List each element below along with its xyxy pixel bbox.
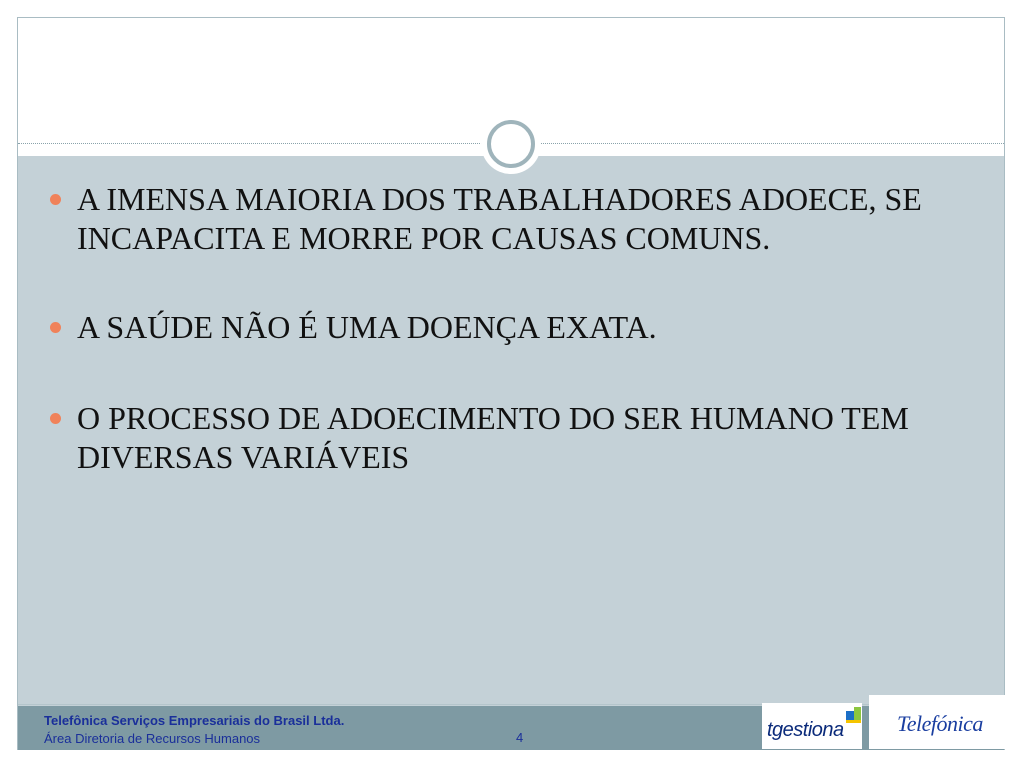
bullet-text: A SAÚDE NÃO É UMA DOENÇA EXATA. [77, 309, 657, 345]
footer-department: Área Diretoria de Recursos Humanos [44, 731, 261, 746]
bullet-dot-icon [50, 322, 61, 333]
bullet-dot-icon [50, 194, 61, 205]
bullet-item [50, 180, 990, 258]
bullet-dot-icon [50, 413, 61, 424]
telefonica-logo [869, 695, 1006, 749]
tgestiona-logo [762, 703, 862, 749]
bullet-list [50, 180, 990, 527]
logo-bar-yellow [846, 720, 861, 723]
bullet-text: O PROCESSO DE ADOECIMENTO DO SER HUMANO TEM DIVERSAS VARIÁVEIS [77, 400, 909, 475]
telefonica-logo-text: Telefónica [897, 711, 983, 736]
bullet-text: A IMENSA MAIORIA DOS TRABALHADORES ADOECE, SE INCAPACITA E MORRE POR CAUSAS COMUNS. [77, 181, 922, 256]
page-number: 4 [516, 730, 524, 745]
footer-company: Telefônica Serviços Empresariais do Brasil Ltda. [44, 713, 345, 728]
logo-square-green [854, 707, 861, 721]
bullet-item [50, 399, 990, 477]
tgestiona-logo-text: tgestiona [767, 719, 844, 741]
ring-ornament-icon [479, 112, 543, 176]
bullet-item [50, 308, 990, 347]
